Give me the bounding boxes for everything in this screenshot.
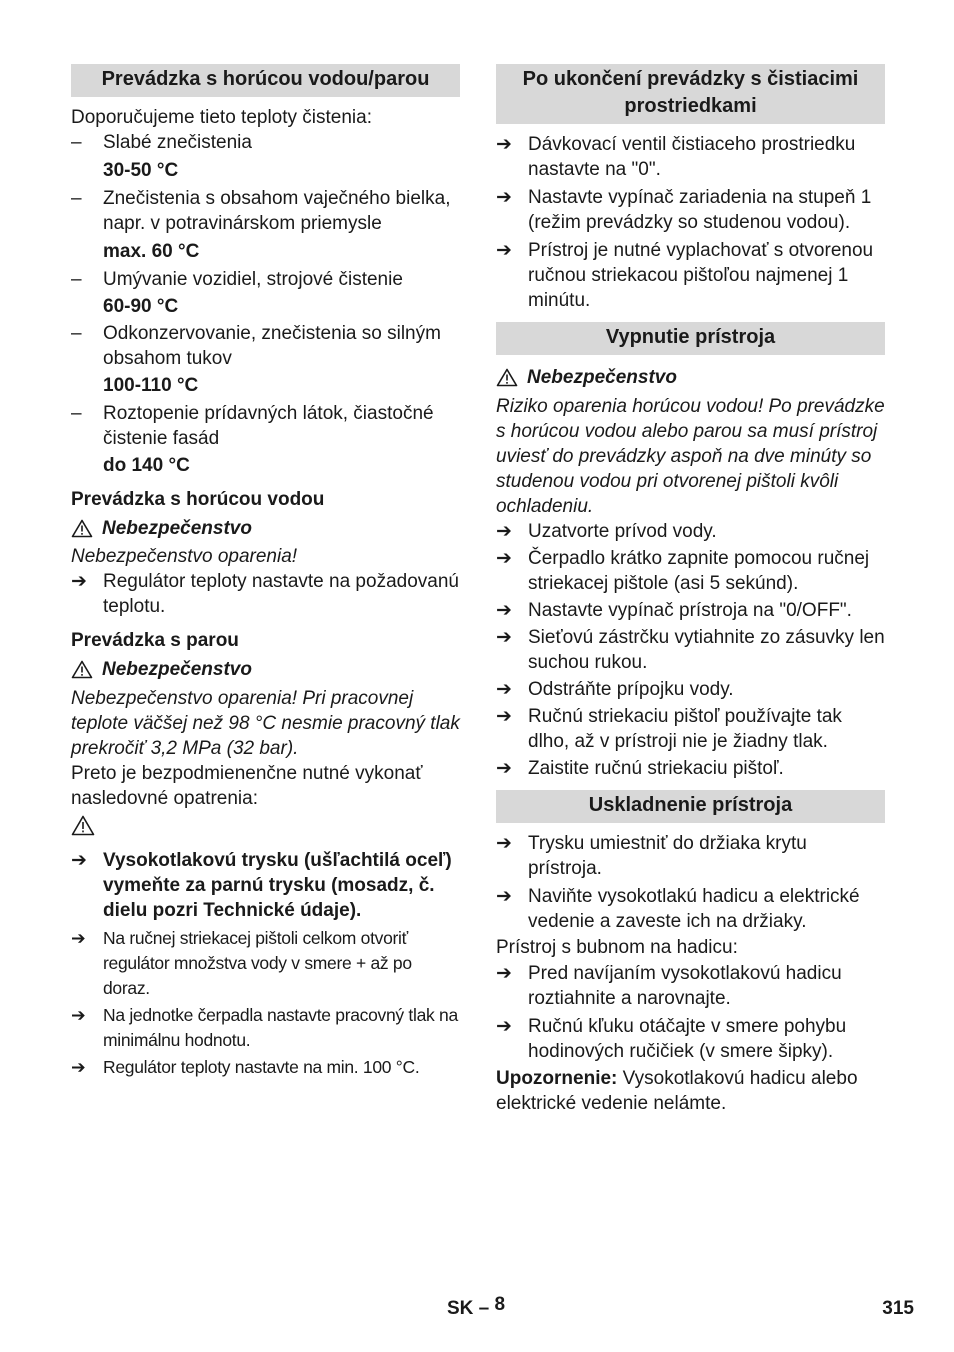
danger-label-text: Nebezpečenstvo <box>102 659 252 680</box>
step-text: Prístroj je nutné vyplachovať s otvorenou ručnou striekacou pištoľou najmenej 1 minútu. <box>528 240 874 311</box>
step-item <box>71 569 460 619</box>
subheading-hot-water: Prevádzka s horúcou vodou <box>71 489 325 510</box>
step-text: Nastavte vypínač zariadenia na stupeň 1 (režim prevádzky so studenou vodou). <box>528 187 872 233</box>
warning-symbol <box>71 815 460 843</box>
subheading-steam: Prevádzka s parou <box>71 630 239 651</box>
arrow-icon: ➔ <box>496 600 512 621</box>
step-item <box>496 756 885 781</box>
danger-label <box>71 516 460 541</box>
danger-label-text: Nebezpečenstvo <box>102 518 252 539</box>
step-text: Pred navíjaním vysokotlakovú hadicu roztiahnite a narovnajte. <box>528 963 842 1009</box>
step-item <box>496 238 885 313</box>
danger-label <box>496 365 885 390</box>
step-text: Dávkovací ventil čistiaceho prostriedku nastavte na "0". <box>528 134 856 180</box>
warning-triangle-icon <box>496 368 518 387</box>
step-text: Zaistite ručnú striekaciu pištoľ. <box>528 758 784 779</box>
arrow-icon: ➔ <box>71 850 87 871</box>
arrow-icon: ➔ <box>496 521 512 542</box>
step-item <box>496 884 885 934</box>
list-item: – Odkonzervovanie, znečistenia so silným obsahom tukov <box>71 321 460 371</box>
arrow-icon: ➔ <box>496 758 512 779</box>
list-item: – Umývanie vozidiel, strojové čistenie <box>71 267 460 292</box>
right-column <box>496 64 885 1116</box>
step-item <box>496 704 885 754</box>
danger-label-text: Nebezpečenstvo <box>527 367 677 388</box>
danger-label <box>71 657 460 682</box>
warning-text: Nebezpečenstvo oparenia! Pri pracovnej teplote väčšej než 98 °C nesmie pracovný tlak prekročiť 3,2 MPa (32 bar). <box>71 688 460 759</box>
arrow-icon: ➔ <box>71 1005 86 1025</box>
warning-triangle-icon <box>71 815 95 836</box>
step-item <box>71 926 460 1001</box>
step-item <box>71 848 460 923</box>
arrow-icon: ➔ <box>496 679 512 700</box>
step-item <box>71 1003 460 1053</box>
arrow-icon: ➔ <box>496 548 512 569</box>
section-header-hot-water-steam: Prevádzka s horúcou vodou/parou <box>71 64 460 97</box>
intro-text: Doporučujeme tieto teploty čistenia: <box>71 107 372 128</box>
step-text: Uzatvorte prívod vody. <box>528 521 717 542</box>
left-column <box>71 64 460 1080</box>
step-item <box>496 1014 885 1064</box>
arrow-icon: ➔ <box>496 706 512 727</box>
note-text: Preto je bezpodmienenčne nutné vykonať nasledovné opatrenia: <box>71 763 423 809</box>
step-text: Odstráňte prípojku vody. <box>528 679 734 700</box>
step-text: Na jednotke čerpadla nastavte pracovný tlak na minimálnu hodnotu. <box>103 1005 458 1050</box>
temperature-value: 100-110 °C <box>103 375 199 396</box>
step-text: Ručnú striekaciu pištoľ používajte tak dlho, až v prístroji nie je žiadny tlak. <box>528 706 842 752</box>
step-text: Ručnú kľuku otáčajte v smere pohybu hodinových ručičiek (v smere šipky). <box>528 1016 847 1062</box>
arrow-icon: ➔ <box>496 134 512 155</box>
notice-text: Vysokotlakovú hadicu alebo elektrické vedenie nelámte. <box>496 1068 858 1114</box>
step-item <box>496 132 885 182</box>
step-text: Čerpadlo krátko zapnite pomocou ručnej striekacej pištole (asi 5 sekúnd). <box>528 548 870 594</box>
arrow-icon: ➔ <box>71 928 86 948</box>
step-item <box>71 1055 460 1080</box>
step-item <box>496 831 885 881</box>
step-item <box>496 961 885 1011</box>
list-item: – Znečistenia s obsahom vaječného bielka, napr. v potravinárskom priemysle <box>71 186 460 236</box>
temperature-value: max. 60 °C <box>103 241 200 262</box>
step-item <box>496 519 885 544</box>
step-item <box>496 546 885 596</box>
list-item: – Roztopenie prídavných látok, čiastočné čistenie fasád <box>71 401 460 451</box>
step-item <box>496 598 885 623</box>
page-number: 315 <box>882 1298 914 1319</box>
language-code: SK <box>447 1298 474 1319</box>
notice-paragraph <box>496 1066 885 1116</box>
temperature-value: 30-50 °C <box>103 160 179 181</box>
arrow-icon: ➔ <box>496 187 512 208</box>
section-header-storage: Uskladnenie prístroja <box>496 790 885 823</box>
step-text: Vysokotlakovú trysku (ušľachtilá oceľ) vymeňte za parnú trysku (mosadz, č. dielu pozri Technické údaje). <box>103 850 452 921</box>
warning-text: Riziko oparenia horúcou vodou! Po prevádzke s horúcou vodou alebo parou sa musí prístroj uviesť do prevádzky aspoň na dve minúty so studenou vodou pri otvorenej pištoli kvôli ochladeniu. <box>496 396 885 517</box>
step-item <box>496 185 885 235</box>
warning-text: Nebezpečenstvo oparenia! <box>71 546 298 567</box>
step-text: Nastavte vypínač prístroja na "0/OFF". <box>528 600 852 621</box>
list-item: – Slabé znečistenia <box>71 130 460 155</box>
temperature-value: 60-90 °C <box>103 296 179 317</box>
step-text: Regulátor teploty nastavte na min. 100 °C. <box>103 1057 420 1077</box>
step-text: Na ručnej striekacej pištoli celkom otvoriť regulátor množstva vody v smere + až po doraz. <box>103 928 412 998</box>
arrow-icon: ➔ <box>496 963 512 984</box>
arrow-icon: ➔ <box>71 571 87 592</box>
drum-intro-text: Prístroj s bubnom na hadicu: <box>496 937 738 958</box>
arrow-icon: ➔ <box>71 1057 86 1077</box>
notice-label: Upozornenie: <box>496 1068 618 1089</box>
step-item <box>496 677 885 702</box>
step-text: Regulátor teploty nastavte na požadovanú teplotu. <box>103 571 459 617</box>
arrow-icon: ➔ <box>496 627 512 648</box>
step-text: Sieťovú zástrčku vytiahnite zo zásuvky len suchou rukou. <box>528 627 885 673</box>
temperature-value: do 140 °C <box>103 455 190 476</box>
page-footer-label <box>447 1296 505 1321</box>
warning-triangle-icon <box>71 660 93 679</box>
step-text: Naviňte vysokotlakú hadicu a elektrické vedenie a zaveste ich na držiaky. <box>528 886 860 932</box>
section-header-switch-off: Vypnutie prístroja <box>496 322 885 355</box>
section-header-after-detergent: Po ukončení prevádzky s čistiacimi prostriedkami <box>496 64 885 124</box>
step-item <box>496 625 885 675</box>
footer-separator: – <box>473 1298 495 1319</box>
arrow-icon: ➔ <box>496 833 512 854</box>
arrow-icon: ➔ <box>496 240 512 261</box>
warning-triangle-icon <box>71 519 93 538</box>
arrow-icon: ➔ <box>496 886 512 907</box>
step-text: Trysku umiestniť do držiaka krytu prístroja. <box>528 833 807 879</box>
local-page-number: 8 <box>494 1294 506 1315</box>
arrow-icon: ➔ <box>496 1016 512 1037</box>
